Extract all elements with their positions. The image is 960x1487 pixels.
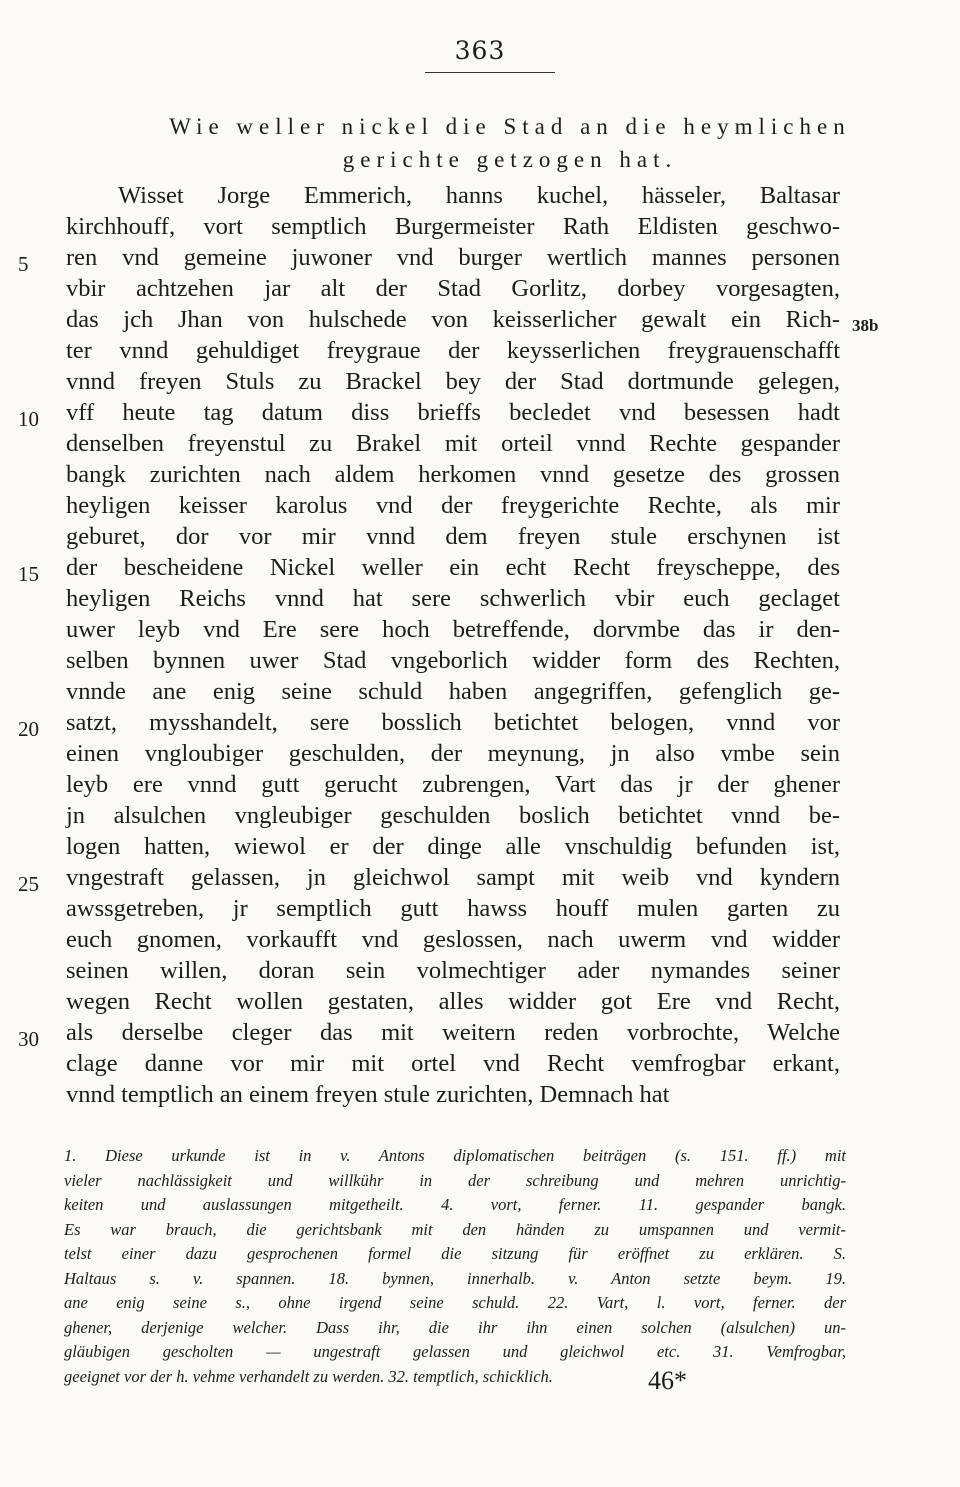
- footnote-line: geeignet vor der h. vehme verhandelt zu werden. 32. temptlich, schicklich.: [64, 1366, 553, 1386]
- line-number: 30: [18, 1027, 39, 1051]
- text-line: vngestraft gelassen, jn gleichwol sampt mit weib vnd kyndern: [66, 864, 840, 891]
- page-number-rule: [425, 72, 555, 73]
- signature-mark: 46*: [648, 1366, 687, 1395]
- text-line: heyligen Reichs vnnd hat sere schwerlich vbir euch geclaget: [66, 585, 840, 612]
- footnote-line: Es war brauch, die gerichtsbank mit den händen zu umspannen und vermit-: [64, 1219, 846, 1239]
- text-line: wegen Recht wollen gestaten, alles widder got Ere vnd Recht,: [66, 988, 840, 1015]
- text-line: logen hatten, wiewol er der dinge alle vnschuldig befunden ist,: [66, 833, 840, 860]
- document-title-line-2: gerichte getzogen hat.: [342, 147, 678, 172]
- footnote-line: ghener, derjenige welcher. Dass ihr, die ihr ihn einen solchen (alsulchen) un-: [64, 1317, 846, 1337]
- text-line: bangk zurichten nach aldem herkomen vnnd gesetze des grossen: [66, 461, 840, 488]
- text-line: ter vnnd gehuldiget freygraue der keysserlichen freygrauenschafft: [66, 337, 840, 364]
- text-line: vnnd temptlich an einem freyen stule zurichten, Demnach hat: [66, 1081, 670, 1108]
- margin-note: 38b: [852, 316, 879, 335]
- page-number: 363: [454, 36, 506, 65]
- footnote-line: ane enig seine s., ohne irgend seine schuld. 22. Vart, l. vort, ferner. der: [64, 1293, 846, 1312]
- text-line: einen vngloubiger geschulden, der meynung, jn also vmbe sein: [66, 740, 840, 767]
- text-line: kirchhouff, vort semptlich Burgermeister Rath Eldisten geschwo-: [66, 213, 840, 240]
- line-number: 25: [18, 872, 39, 896]
- text-line: satzt, mysshandelt, sere bosslich betichtet belogen, vnnd vor: [66, 709, 840, 736]
- text-line: euch gnomen, vorkaufft vnd geslossen, nach uwerm vnd widder: [66, 926, 840, 953]
- text-line: leyb ere vnnd gutt gerucht zubrengen, Vart das jr der ghener: [66, 771, 840, 798]
- text-line: selben bynnen uwer Stad vngeborlich widder form des Rechten,: [66, 647, 840, 674]
- footnote-line: Haltaus s. v. spannen. 18. bynnen, innerhalb. v. Anton setzte beym. 19.: [64, 1268, 846, 1288]
- footnote-line: keiten und auslassungen mitgetheilt. 4. vort, ferner. 11. gespander bangk.: [64, 1195, 846, 1214]
- line-number: 5: [18, 252, 29, 276]
- text-line: vff heute tag datum diss brieffs becledet vnd besessen hadt: [66, 399, 840, 426]
- text-line: vnnde ane enig seine schuld haben angegriffen, gefenglich ge-: [66, 678, 840, 705]
- text-line: der bescheidene Nickel weller ein echt Recht freyscheppe, des: [66, 554, 840, 581]
- text-line: heyligen keisser karolus vnd der freygerichte Rechte, als mir: [66, 492, 840, 519]
- text-line: denselben freyenstul zu Brakel mit orteil vnnd Rechte gespander: [66, 430, 840, 457]
- footnote-line: telst einer dazu gesprochenen formel die sitzung für eröffnet zu erklären. S.: [64, 1244, 846, 1263]
- footnote-line: vieler nachlässigkeit und willkühr in der schreibung und mehren unrichtig-: [64, 1170, 846, 1190]
- text-line: Wisset Jorge Emmerich, hanns kuchel, hässeler, Baltasar: [118, 182, 840, 209]
- document-title-line-1: Wie weller nickel die Stad an die heymlichen: [169, 114, 851, 139]
- text-line: das jch Jhan von hulschede von keisserlicher gewalt ein Rich-: [66, 306, 840, 333]
- text-line: clage danne vor mir mit ortel vnd Recht vemfrogbar erkant,: [66, 1050, 840, 1077]
- text-line: vnnd freyen Stuls zu Brackel bey der Stad dortmunde gelegen,: [66, 368, 840, 395]
- text-line: uwer leyb vnd Ere sere hoch betreffende, dorvmbe das ir den-: [66, 616, 840, 643]
- text-line: vbir achtzehen jar alt der Stad Gorlitz, dorbey vorgesagten,: [66, 275, 840, 302]
- body-text: [66, 180, 840, 1110]
- line-number: 10: [18, 407, 39, 431]
- line-number: 15: [18, 562, 39, 586]
- footnote-line: 1. Diese urkunde ist in v. Antons diplomatischen beiträgen (s. 151. ff.) mit: [64, 1146, 846, 1165]
- line-number: 20: [18, 717, 39, 741]
- footnotes: [64, 1144, 846, 1389]
- text-line: geburet, dor vor mir vnnd dem freyen stule erschynen ist: [66, 523, 840, 550]
- text-line: als derselbe cleger das mit weitern reden vorbrochte, Welche: [66, 1019, 840, 1046]
- text-line: jn alsulchen vngleubiger geschulden boslich betichtet vnnd be-: [66, 802, 840, 829]
- footnote-line: gläubigen gescholten — ungestraft gelassen und gleichwol etc. 31. Vemfrogbar,: [64, 1342, 846, 1361]
- text-line: ren vnd gemeine juwoner vnd burger wertlich mannes personen: [66, 244, 840, 271]
- text-line: seinen willen, doran sein volmechtiger ader nymandes seiner: [66, 957, 840, 984]
- text-line: awssgetreben, jr semptlich gutt hawss houff mulen garten zu: [66, 895, 840, 922]
